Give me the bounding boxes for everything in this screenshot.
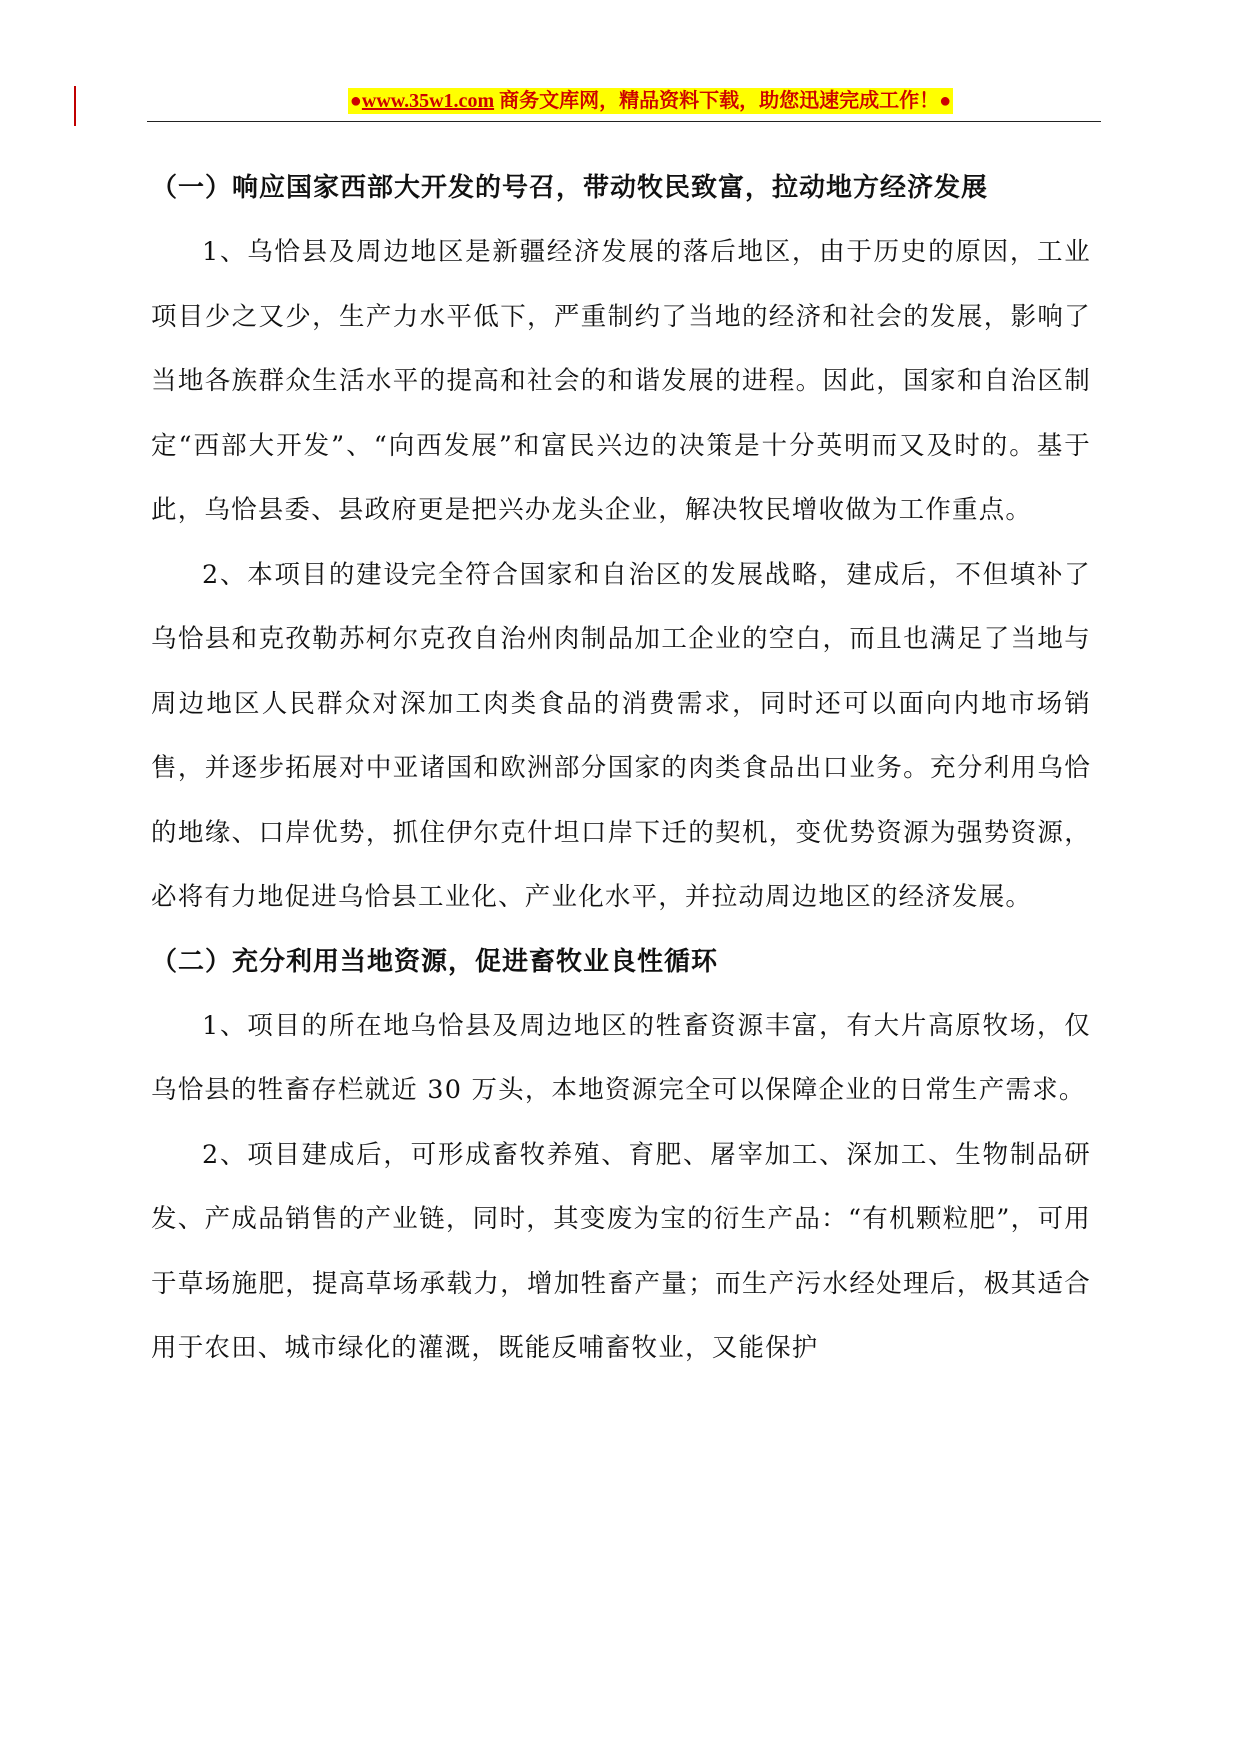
header-highlight bbox=[348, 88, 953, 114]
paragraph: 2、项目建成后，可形成畜牧养殖、育肥、屠宰加工、深加工、生物制品研发、产成品销售的产业链，同时，其变废为宝的衍生产品：“有机颗粒肥”，可用于草场施肥，提高草场承载力，增加牲畜产量；而生产污水经处理后，极其适合用于农田、城市绿化的灌溉，既能反哺畜牧业，又能保护 bbox=[151, 1139, 1091, 1363]
header-banner bbox=[0, 88, 1241, 114]
paragraph: 2、本项目的建设完全符合国家和自治区的发展战略，建成后，不但填补了乌恰县和克孜勒苏柯尔克孜自治州肉制品加工企业的空白，而且也满足了当地与周边地区人民群众对深加工肉类食品的消费需求，同时还可以面向内地市场销售，并逐步拓展对中亚诸国和欧洲部分国家的肉类食品出口业务。充分利用乌恰的地缘、口岸优势，抓住伊尔克什坦口岸下迁的契机，变优势资源为强势资源，必将有力地促进乌恰县工业化、产业化水平，并拉动周边地区的经济发展。 bbox=[151, 559, 1091, 912]
header-url-link[interactable]: www.35w1.com bbox=[361, 90, 495, 112]
paragraph: 1、乌恰县及周边地区是新疆经济发展的落后地区，由于历史的原因，工业项目少之又少，生产力水平低下，严重制约了当地的经济和社会的发展，影响了当地各族群众生活水平的提高和社会的和谐发展的进程。因此，国家和自治区制定“西部大开发”、“向西发展”和富民兴边的决策是十分英明而又及时的。基于此，乌恰县委、县政府更是把兴办龙头企业，解决牧民增收做为工作重点。 bbox=[151, 237, 1091, 525]
section-heading: （二）充分利用当地资源，促进畜牧业良性循环 bbox=[151, 946, 719, 977]
paragraph: 1、项目的所在地乌恰县及周边地区的牲畜资源丰富，有大片高原牧场，仅乌恰县的牲畜存栏就近 30 万头，本地资源完全可以保障企业的日常生产需求。 bbox=[151, 1010, 1091, 1105]
bullet-dot-icon: ● bbox=[349, 90, 362, 112]
header-rule bbox=[147, 121, 1101, 122]
document-body bbox=[151, 160, 1091, 1381]
header-slogan: 商务文库网，精品资料下载，助您迅速完成工作！ bbox=[494, 90, 940, 112]
section-heading: （一）响应国家西部大开发的号召，带动牧民致富，拉动地方经济发展 bbox=[151, 173, 989, 203]
bullet-dot-icon: ● bbox=[939, 90, 952, 112]
